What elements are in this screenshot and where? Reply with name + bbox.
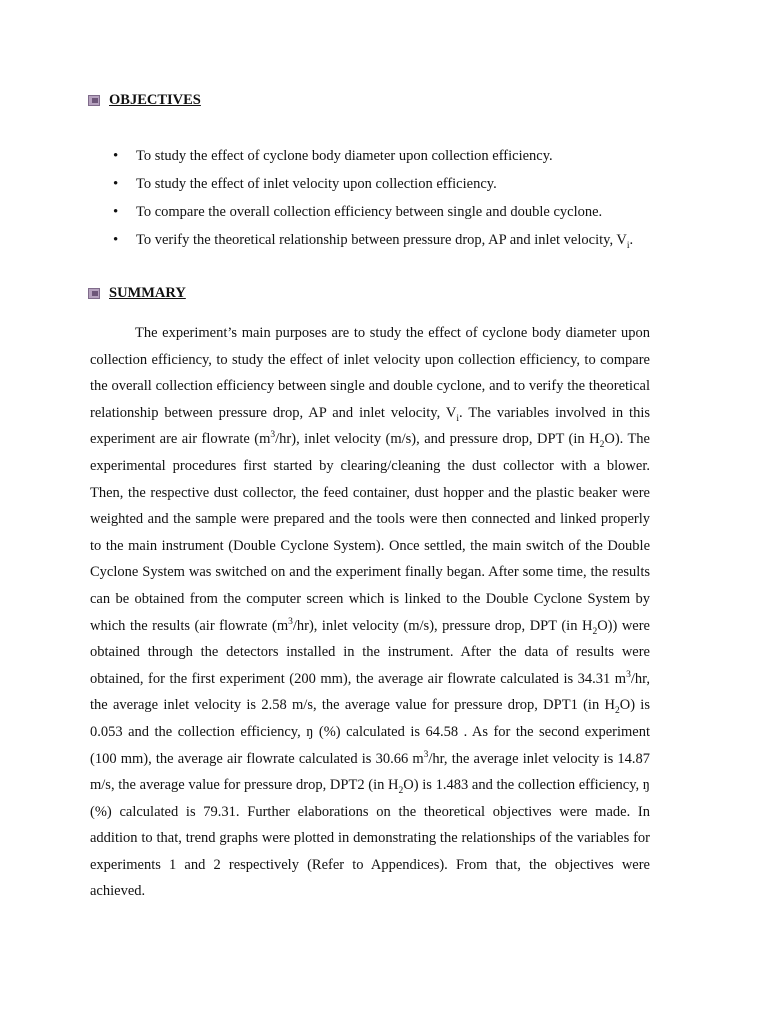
square-bullet-icon xyxy=(88,288,100,299)
objective-item: • To study the effect of inlet velocity upon collection efficiency. xyxy=(0,174,633,202)
objective-item: • To verify the theoretical relationship between pressure drop, AP and inlet velocity, $V_i$. xyxy=(0,230,633,258)
objective-item: • To study the effect of cyclone body diameter upon collection efficiency. xyxy=(0,146,633,174)
summary-heading-text: SUMMARY xyxy=(109,285,186,301)
objectives-heading-text: OBJECTIVES xyxy=(109,92,201,108)
square-bullet-icon xyxy=(88,95,100,106)
objectives-heading xyxy=(88,92,201,109)
summary-heading xyxy=(88,285,186,302)
objectives-list xyxy=(0,146,633,258)
objective-item: • To compare the overall collection efficiency between single and double cyclone. xyxy=(0,202,633,230)
summary-paragraph: The experiment’s main purposes are to study the effect of cyclone body diameter upon collection efficiency, to study the effect of inlet velocity upon collection efficiency, to compare the overall collection efficiency between single and double cyclone, and to verify the theoretical relationship between pressure drop, AP and inlet velocity, $V_i$. The variables involved in this experiment are air flowrate $(m^3/hr)$, inlet velocity (m/s), and pressure drop, DPT (in $H_2O$). The experimental procedures first started by clearing/cleaning the dust collector with a blower. Then, the respective dust collector, the feed container, dust hopper and the plastic beaker were weighted and the sample were prepared and the tools were then connected and linked properly to the main instrument (Double Cyclone System). Once settled, the main switch of the Double Cyclone System was switched on and the experiment finally began. After some time, the results can be obtained from the computer screen which is linked to the Double Cyclone System by which the results (air flowrate $(m^3/hr)$, inlet velocity (m/s), pressure drop, DPT (in $H_2O$)) were obtained through the detectors installed in the instrument. After the data of results were obtained, for the first experiment (200 mm), the average air flowrate calculated is 34.31 $m^3/hr$, the average inlet velocity is 2.58 m/s, the average value for pressure drop, DPT1 (in $H_2O$) is 0.053 and the collection efficiency, ŋ (%) calculated is 64.58 . As for the second experiment (100 mm), the average air flowrate calculated is 30.66 $m^3/hr$, the average inlet velocity is 14.87 m/s, the average value for pressure drop, DPT2 (in $H_2O$) is 1.483 and the collection efficiency, ŋ (%) calculated is 79.31. Further elaborations on the theoretical objectives were made. In addition to that, trend graphs were plotted in demonstrating the relationships of the variables for experiments 1 and 2 respectively (Refer to Appendices). From that, the objectives were achieved. xyxy=(90,325,650,900)
